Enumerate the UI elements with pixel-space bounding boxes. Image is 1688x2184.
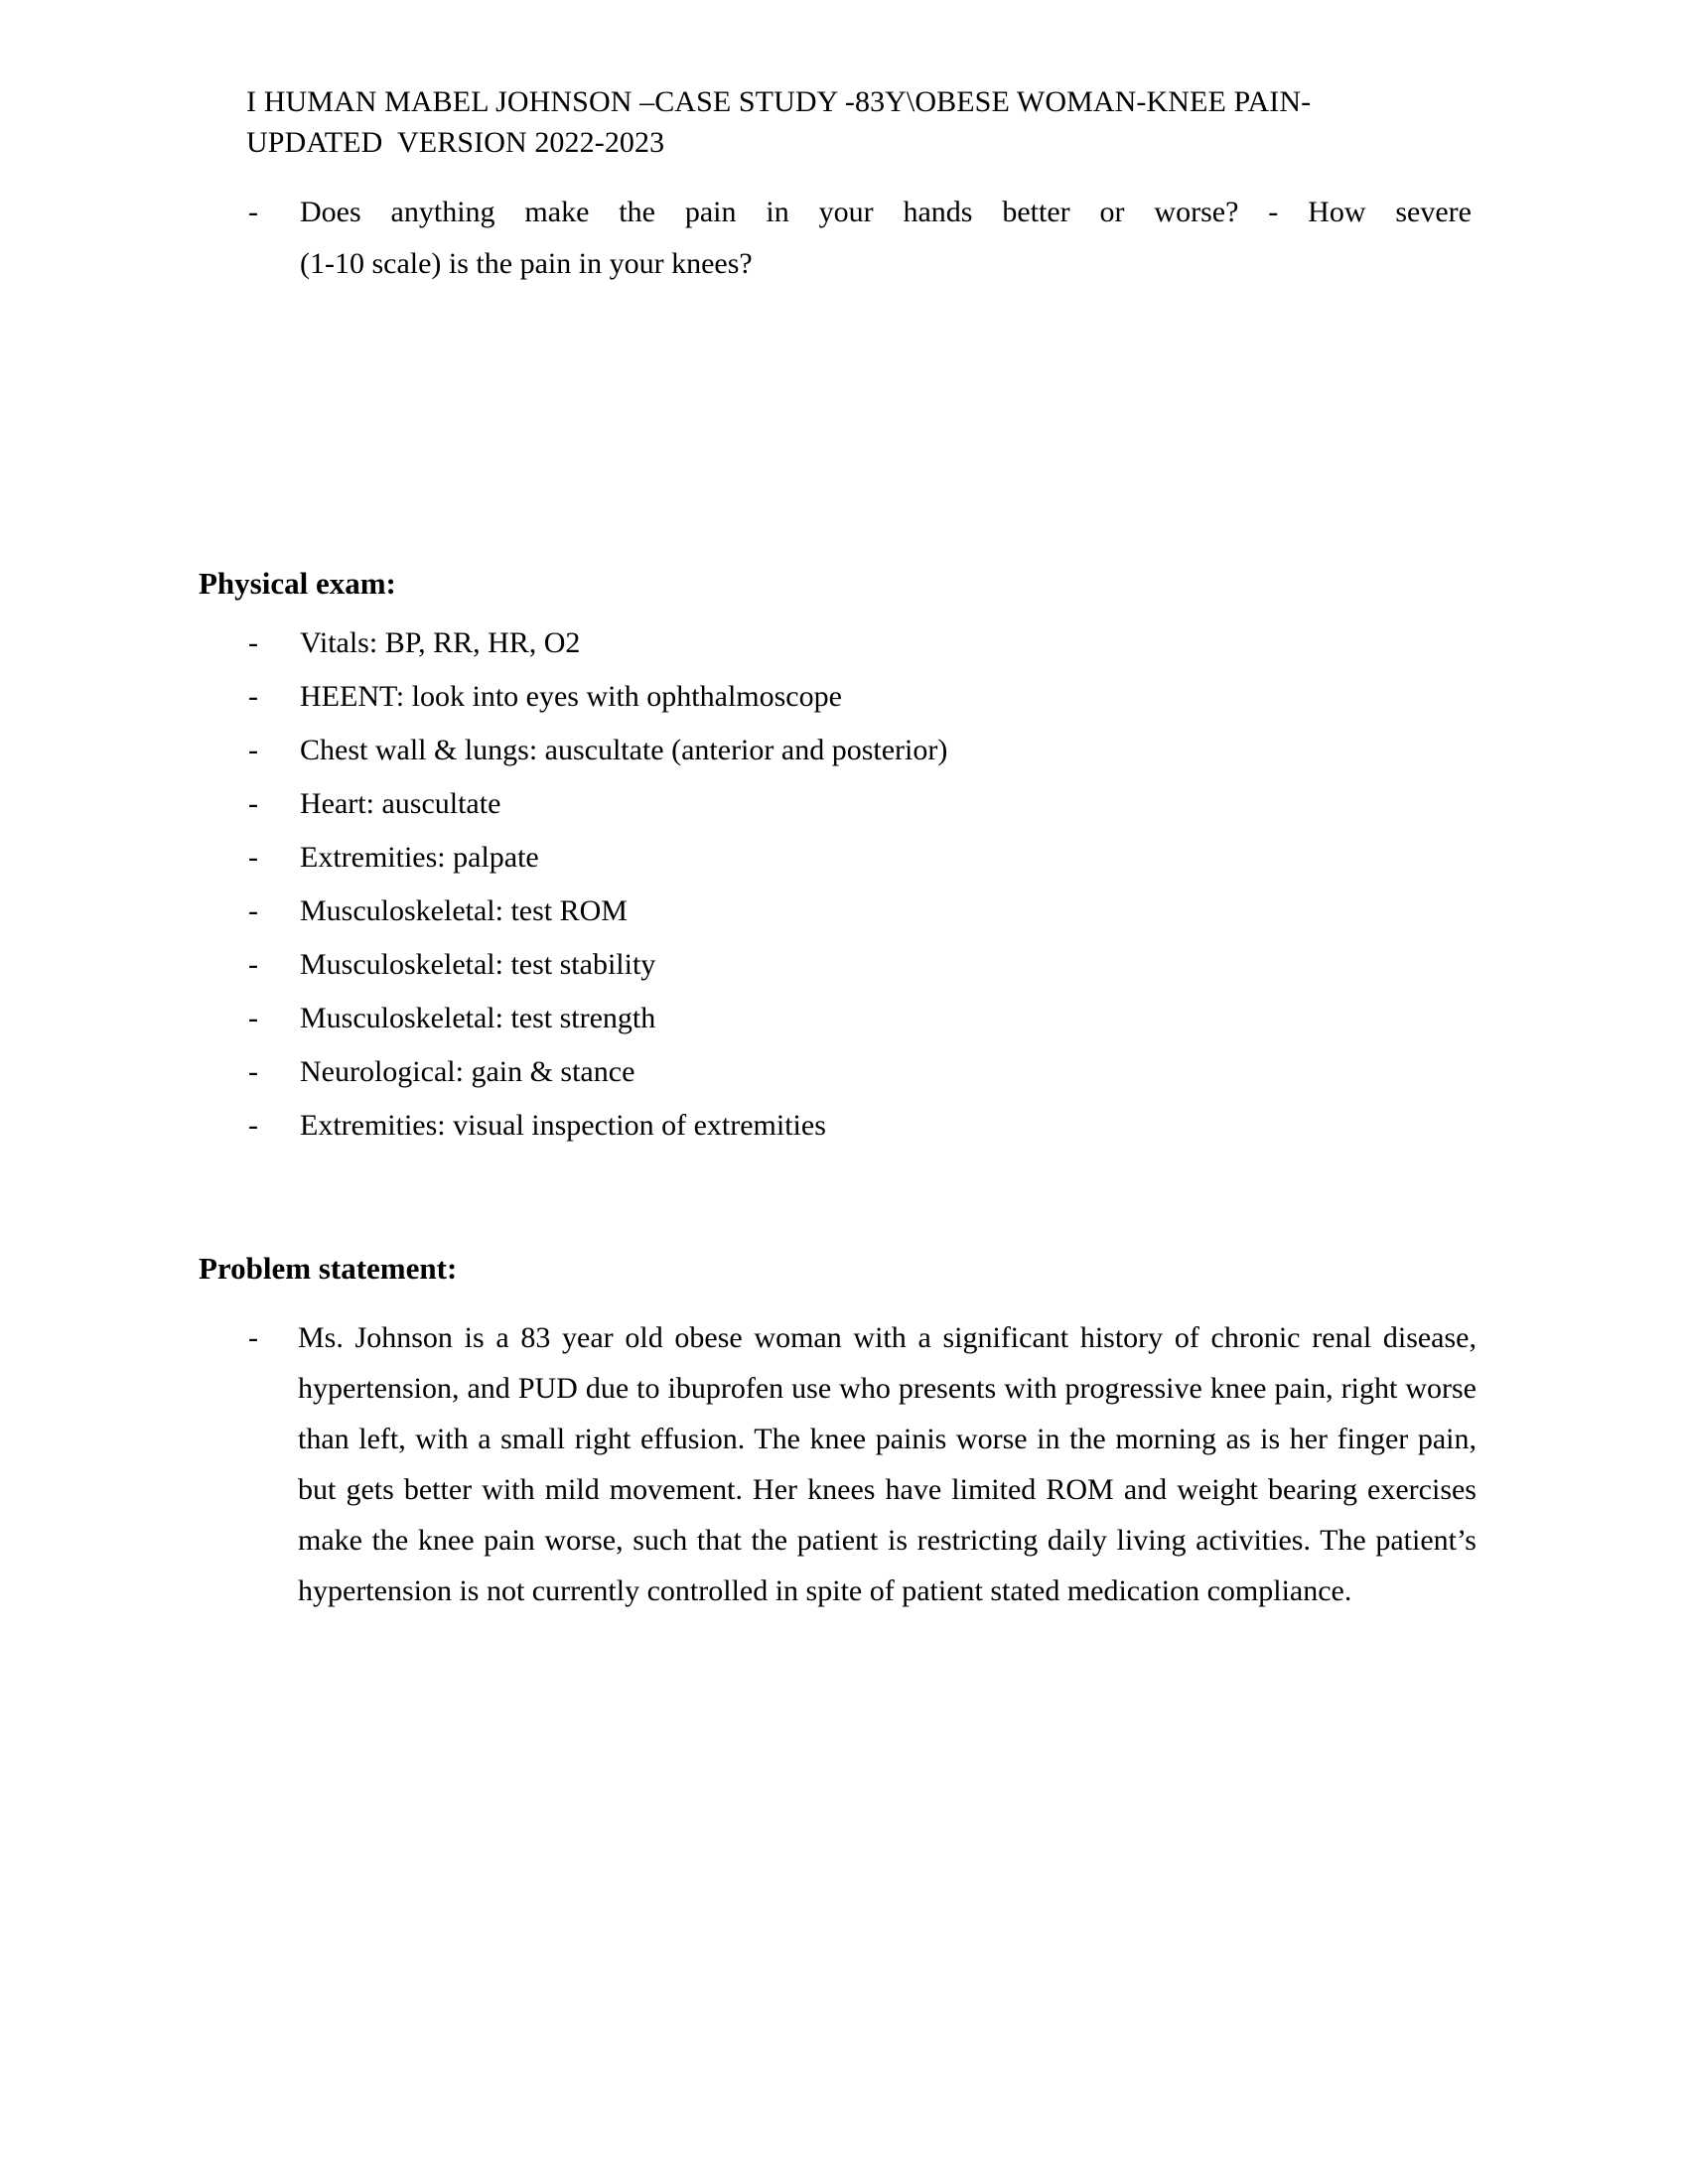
list-item xyxy=(230,945,1472,985)
list-item xyxy=(230,1106,1472,1146)
list-item-label: Extremities: palpate xyxy=(300,841,539,874)
list-item-label: Musculoskeletal: test strength xyxy=(300,1002,656,1034)
intro-question-line-2: (1-10 scale) is the pain in your knees? xyxy=(300,247,753,280)
document-title-line-2: UPDATED VERSION 2022-2023 xyxy=(246,126,665,159)
list-item xyxy=(230,838,1472,878)
list-item xyxy=(230,891,1472,931)
list-item-label: Extremities: visual inspection of extremities xyxy=(300,1109,826,1142)
section-heading-problem-statement: Problem statement: xyxy=(199,1251,458,1286)
document-title-line-1: I HUMAN MABEL JOHNSON –CASE STUDY -83Y\OBESE WOMAN-KNEE PAIN- xyxy=(246,85,1312,118)
bullet-dash-icon: - xyxy=(248,841,258,874)
physical-exam-list xyxy=(230,623,1472,1160)
list-item xyxy=(230,731,1472,770)
list-item-label: Musculoskeletal: test stability xyxy=(300,948,656,981)
list-item xyxy=(230,623,1472,663)
list-item-label: Neurological: gain & stance xyxy=(300,1055,635,1088)
intro-question-line-1: Does anything make the pain in your hands better or worse? - How severe xyxy=(300,196,1472,228)
document-title-header xyxy=(246,81,1477,163)
section-heading-physical-exam: Physical exam: xyxy=(199,566,396,601)
bullet-dash-icon: - xyxy=(248,1055,258,1088)
intro-question-list xyxy=(230,187,1472,290)
bullet-dash-icon: - xyxy=(248,948,258,981)
list-item-label: Vitals: BP, RR, HR, O2 xyxy=(300,626,581,659)
list-item-label: Chest wall & lungs: auscultate (anterior and posterior) xyxy=(300,734,948,766)
bullet-dash-icon: - xyxy=(248,1002,258,1034)
bullet-dash-icon: - xyxy=(248,680,258,713)
bullet-dash-icon: - xyxy=(248,1321,258,1354)
list-item-label: Heart: auscultate xyxy=(300,787,501,820)
list-item xyxy=(230,1052,1472,1092)
list-item xyxy=(230,187,1472,290)
bullet-dash-icon: - xyxy=(248,894,258,927)
list-item xyxy=(230,677,1472,717)
bullet-dash-icon: - xyxy=(248,1109,258,1142)
problem-statement-paragraph: Ms. Johnson is a 83 year old obese woman with a significant history of chronic renal disease, hypertension, and PUD due to ibuprofen use who presents with progressive knee pain, right worse than left, with a small right effusion. The knee painis worse in the morning as is her finger pain, but gets better with mild movement. Her knees have limited ROM and weight bearing exercises make the knee pain worse, such that the patient is restricting daily living activities. The patient’s hypertension is not currently controlled in spite of patient stated medication compliance. xyxy=(298,1321,1477,1607)
bullet-dash-icon: - xyxy=(248,196,258,228)
bullet-dash-icon: - xyxy=(248,787,258,820)
bullet-dash-icon: - xyxy=(248,626,258,659)
list-item-label: HEENT: look into eyes with ophthalmoscope xyxy=(300,680,842,713)
bullet-dash-icon: - xyxy=(248,734,258,766)
problem-statement-list xyxy=(230,1312,1477,1616)
list-item xyxy=(230,784,1472,824)
list-item-label: Musculoskeletal: test ROM xyxy=(300,894,628,927)
intro-question-text xyxy=(300,187,1472,290)
list-item xyxy=(230,1312,1477,1616)
list-item xyxy=(230,999,1472,1038)
